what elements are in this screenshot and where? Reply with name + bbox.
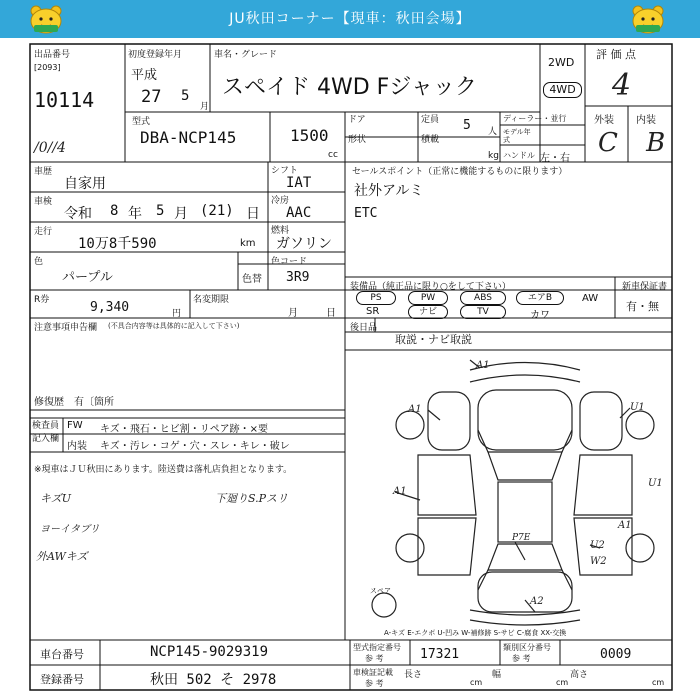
damage-mark-left-fender: A1 <box>408 404 422 415</box>
width-label: 幅 <box>492 670 502 680</box>
drive-4wd-circled: 4WD <box>543 82 582 98</box>
equip-tv: TV <box>460 305 506 319</box>
class-code-value: 0009 <box>600 647 632 662</box>
handwritten-note-2: ヨーイタブリ <box>40 524 100 535</box>
inspection-year: 8 <box>110 203 119 219</box>
doors-label: ドア <box>348 115 366 125</box>
warranty-label: 新車保証書 <box>622 282 668 292</box>
inspection-year-unit: 年 <box>128 206 142 222</box>
damage-mark-right-door: U1 <box>648 478 663 489</box>
chassis-value: NCP145-9029319 <box>150 644 269 660</box>
transfer-label: 名変期限 <box>193 295 230 305</box>
first-reg-year: 27 <box>141 87 162 107</box>
interior-row-label: 内装 <box>67 441 87 452</box>
handwritten-note-3: 外AWキズ <box>36 550 88 563</box>
color-value: パープル <box>62 270 113 285</box>
model-code-value: 17321 <box>420 647 460 662</box>
repair-value: 有〔箇所 <box>74 397 114 408</box>
transfer-day-unit: 日 <box>326 308 336 319</box>
recycle-label: R券 <box>34 295 50 305</box>
equip-leather: カワ <box>530 310 550 321</box>
footnote: ※現車はＪＵ秋田にあります。陸送費は落札店負担となります。 <box>34 465 293 475</box>
selling-point-2: ETC <box>354 206 378 221</box>
capacity-value: 5 <box>463 118 471 133</box>
shape-label: 形状 <box>348 135 367 145</box>
car-name-value: スペイド 4WD Fジャック <box>222 75 477 100</box>
dimensions-label: 車検証記載 <box>353 668 393 677</box>
damage-mark-front: A1 <box>476 360 490 371</box>
shift-value: IAT <box>286 175 312 191</box>
color-change-label: 色替 <box>242 274 262 285</box>
inspector-section-label: 検査員記入欄 <box>32 421 60 444</box>
recycle-unit: 円 <box>172 309 182 319</box>
handle-label: ハンドル <box>503 151 535 160</box>
usage-value: 自家用 <box>64 176 106 192</box>
equipment-label: 装備品（純正品に限り○をして下さい） <box>350 282 511 292</box>
spare-label: スペア <box>370 587 391 595</box>
chassis-label: 車台番号 <box>40 648 84 661</box>
transfer-month-unit: 月 <box>288 308 298 319</box>
model-label: 型式 <box>132 117 151 127</box>
inspection-day-unit: 日 <box>246 206 260 222</box>
lot-label: 出品番号 <box>34 50 71 60</box>
class-code-label: 類別区分番号 <box>503 643 551 652</box>
handwritten-lot-scribble: /0//4 <box>34 140 66 156</box>
equip-aw: AW <box>582 293 599 304</box>
fuel-label: 燃料 <box>271 226 290 236</box>
interior-row-text: キズ・汚レ・コゲ・穴・スレ・キレ・破レ <box>100 441 290 452</box>
selling-points-label: セールスポイント（正常に機能するものに限ります） <box>352 167 568 177</box>
length-label: 長さ <box>404 670 423 680</box>
repair-label: 修復歴 <box>34 397 64 408</box>
plate-label: 登録番号 <box>40 673 84 686</box>
aircon-label: 冷房 <box>271 196 290 206</box>
displacement-unit: cc <box>328 150 338 160</box>
mileage-value: 10万8千590 <box>78 236 157 252</box>
model-value: DBA-NCP145 <box>140 128 237 147</box>
capacity-label: 定員 <box>421 115 440 125</box>
equip-airbag: エアB <box>516 291 564 305</box>
exterior-label: 外装 <box>594 115 614 126</box>
plate-value: 秋田 502 そ 2978 <box>150 672 277 688</box>
width-unit: cm <box>556 678 569 687</box>
fw-text: キズ・飛石・ヒビ割・リペア跡・×要 <box>100 424 268 435</box>
fuel-value: ガソリン <box>276 236 332 252</box>
lot-number: 10114 <box>34 88 95 112</box>
damage-mark-w2: W2 <box>590 556 607 567</box>
mileage-unit: km <box>240 238 256 249</box>
interior-label: 内装 <box>636 115 656 126</box>
shift-label: シフト <box>271 166 299 176</box>
equip-navi: ナビ <box>408 305 448 319</box>
inspection-month: 5 <box>156 203 165 219</box>
color-code-label: 色コード <box>271 257 308 267</box>
inspection-month-unit: 月 <box>174 206 188 222</box>
damage-mark-u2: U2 <box>590 540 605 551</box>
color-code: 3R9 <box>286 270 310 285</box>
drive-2wd: 2WD <box>548 56 575 69</box>
page-title: JU秋田コーナー【現車：秋田会場】 <box>229 11 471 27</box>
color-label: 色 <box>34 257 44 267</box>
damage-mark-rear: A2 <box>530 596 544 607</box>
inspection-label: 車検 <box>34 197 53 207</box>
ext-int-grade: C B <box>598 128 676 158</box>
height-unit: cm <box>652 678 665 687</box>
notes-sub: (不具合内容等は具体的に記入して下さい) <box>108 322 240 330</box>
model-year-label: モデル年式 <box>503 128 531 144</box>
postfit-label: 後日品 <box>350 323 378 333</box>
rating-score: 4 <box>612 68 632 103</box>
damage-mark-right-rear: A1 <box>618 520 632 531</box>
first-reg-label: 初度登録年月 <box>128 50 183 60</box>
car-name-label: 車名・グレード <box>214 50 278 60</box>
equip-pw: PW <box>408 291 448 305</box>
model-code-label: 型式指定番号 <box>353 643 401 652</box>
equip-sr: SR <box>366 306 380 317</box>
postfit-value: 取説・ナビ取説 <box>395 333 472 346</box>
equip-abs: ABS <box>460 291 506 305</box>
load-label: 積載 <box>421 135 440 145</box>
load-unit: kg <box>488 151 499 161</box>
first-reg-month: 5 <box>181 88 190 104</box>
length-unit: cm <box>470 678 483 687</box>
handle-value: 左・右 <box>540 153 570 164</box>
height-label: 高さ <box>570 670 589 680</box>
notes-label: 注意事項申告欄 <box>34 323 98 333</box>
dealer-label: ディーラー・並行 <box>503 114 567 123</box>
usage-label: 車歴 <box>34 167 53 177</box>
selling-point-1: 社外アルミ <box>354 183 424 199</box>
first-reg-era: 平成 <box>131 68 158 83</box>
equip-ps: PS <box>356 291 396 305</box>
model-code-sub: 参 考 <box>365 654 384 663</box>
warranty-value: 有・無 <box>626 300 659 313</box>
capacity-unit: 人 <box>488 127 498 137</box>
fw-label: FW <box>67 420 83 431</box>
displacement-value: 1500 <box>290 126 329 145</box>
damage-mark-right-fender: U1 <box>630 402 645 413</box>
lot-sub: [2093] <box>34 63 61 72</box>
mileage-label: 走行 <box>34 227 53 237</box>
first-reg-month-unit: 月 <box>200 102 210 112</box>
damage-mark-roof: P7E <box>512 533 531 543</box>
aircon-value: AAC <box>286 205 312 221</box>
class-code-sub: 参 考 <box>512 654 531 663</box>
handwritten-underbody-note: 下廻りS.Pスリ <box>215 492 289 505</box>
inspection-day: (21) <box>200 203 234 219</box>
rating-label: 評 価 点 <box>596 48 636 61</box>
dimensions-sub: 参 考 <box>365 679 384 688</box>
damage-legend: A-キズ E-エクボ U-凹み W-補修跡 S-サビ C-腐食 XX-交換 <box>384 629 567 637</box>
recycle-value: 9,340 <box>90 300 130 315</box>
damage-mark-left-door: A1 <box>393 486 407 497</box>
handwritten-note-1: キズU <box>40 492 72 505</box>
inspection-era: 令和 <box>64 206 92 222</box>
